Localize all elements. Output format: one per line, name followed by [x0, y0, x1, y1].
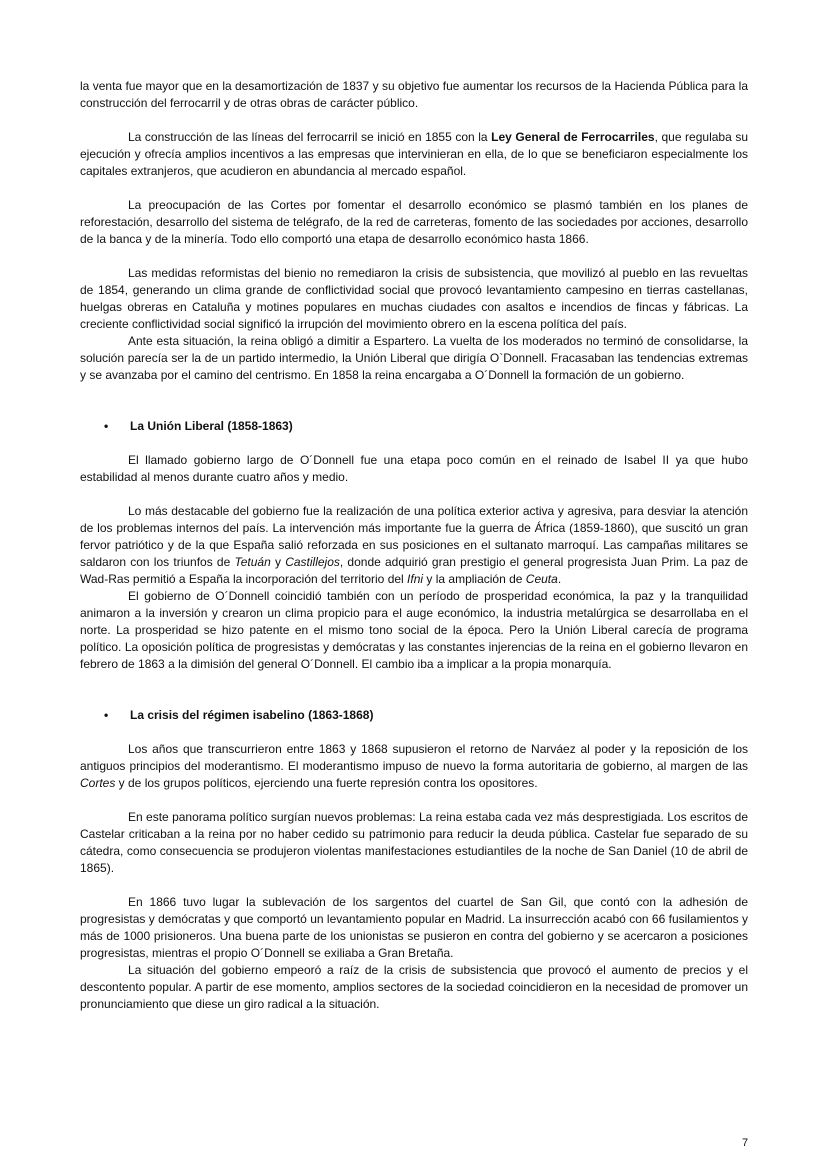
- italic-term: Ceuta: [525, 572, 558, 586]
- paragraph: la venta fue mayor que en la desamortización de 1837 y su objetivo fue aumentar los recursos de la Hacienda Pública para la construcción del ferrocarril y de otras obras de carácter público.: [80, 79, 748, 110]
- bullet-icon: •: [104, 708, 109, 722]
- paragraph: El gobierno de O´Donnell coincidió también con un período de prosperidad económica, la paz y la tranquilidad animaron a la inversión y crearon un clima propicio para el auge económico, la industria metalúrgica se desarrollaba en el norte. La prosperidad se hizo patente en el mismo tono social de la época. Pero la Unión Liberal carecía de programa político. La oposición política de progresistas y demócratas y las constantes injerencias de la reina en el gobierno llevaron en febrero de 1863 a la dimisión del general O´Donnell. El cambio iba a implicar a la propia monarquía.: [80, 589, 748, 671]
- italic-term: Castillejos: [285, 555, 340, 569]
- paragraph: En este panorama político surgían nuevos problemas: La reina estaba cada vez más desprestigiada. Los escritos de Castelar criticaban a la reina por no haber cedido su patrimonio para reducir la deuda pública. Castelar fue separado de su cátedra, como consecuencia se produjeron violentas manifestaciones estudiantiles de la noche de San Daniel (10 de abril de 1865).: [80, 810, 748, 875]
- italic-term: Cortes: [80, 776, 116, 790]
- paragraph: En 1866 tuvo lugar la sublevación de los sargentos del cuartel de San Gil, que contó con la adhesión de progresistas y demócratas y que comportó un levantamiento popular en Madrid. La insurrección acabó con 66 fusilamientos y más de 1000 prisioneros. Una buena parte de los unionistas se pusieron en contra del gobierno y se acercaron a posiciones progresistas, mientras el propio O´Donnell se exiliaba a Gran Bretaña.: [80, 895, 748, 960]
- text-run: Los años que transcurrieron entre 1863 y 1868 supusieron el retorno de Narváez al poder y la reposición de los antiguos principios del moderantismo. El moderantismo impuso de nuevo la forma autoritaria de gobierno, al margen de las: [80, 742, 748, 773]
- text-run: La construcción de las líneas del ferrocarril se inició en 1855 con la: [128, 130, 492, 144]
- section-heading: [80, 418, 748, 435]
- text-run: .: [557, 572, 562, 586]
- section-heading-text: La Unión Liberal (1858-1863): [130, 419, 293, 433]
- text-run: , que regulaba su ejecución y ofrecía amplios incentivos a las empresas que intervinieran en ella, de lo que se beneficiaron especialmente los capitales extranjeros, que acudieron en abundancia al mercado español.: [80, 130, 748, 178]
- document-page: [80, 78, 748, 1013]
- italic-term: Tetuán: [234, 555, 271, 569]
- paragraph: La situación del gobierno empeoró a raíz de la crisis de subsistencia que provocó el aumento de precios y el descontento popular. A partir de ese momento, amplios sectores de la sociedad coincidieron en la necesidad de promover un pronunciamiento que diese un giro radical a la situación.: [80, 963, 748, 1011]
- section-heading-text: La crisis del régimen isabelino (1863-1868): [130, 708, 374, 722]
- text-run: , donde adquirió gran prestigio el general progresista Juan Prim. La paz de Wad-Ras permitió a España la incorporación del territorio del: [80, 555, 749, 586]
- text-run: y de los grupos políticos, ejerciendo una fuerte represión contra los opositores.: [115, 776, 538, 790]
- page-number: 7: [742, 1137, 749, 1149]
- paragraph: [80, 129, 748, 180]
- text-run: y la ampliación de: [423, 572, 526, 586]
- italic-term: Ifni: [407, 572, 424, 586]
- paragraph: Ante esta situación, la reina obligó a dimitir a Espartero. La vuelta de los moderados no terminó de consolidarse, la solución parecía ser la de un partido intermedio, la Unión Liberal que dirigía O`Donnell. Fracasaban las tendencias extremas y se avanzaba por el camino del centrismo. En 1858 la reina encargaba a O´Donnell la formación de un gobierno.: [80, 334, 748, 382]
- text-run: Lo más destacable del gobierno fue la realización de una política exterior activa y agresiva, para desviar la atención de los problemas internos del país. La intervención más importante fue la guerra de África (1859-1860), que suscitó un gran fervor patriótico y de la que España salió reforzada en sus posiciones en el sultanato marroquí. Las campañas militares se saldaron con los triunfos de: [80, 504, 748, 569]
- paragraph: El llamado gobierno largo de O´Donnell fue una etapa poco común en el reinado de Isabel II ya que hubo estabilidad al menos durante cuatro años y medio.: [80, 453, 748, 484]
- paragraph: [80, 503, 748, 588]
- bullet-icon: •: [104, 419, 109, 433]
- paragraph: [80, 741, 748, 792]
- paragraph: La preocupación de las Cortes por fomentar el desarrollo económico se plasmó también en los planes de reforestación, desarrollo del sistema de telégrafo, de la red de carreteras, fomento de las sociedades por acciones, desarrollo de la banca y de la minería. Todo ello comportó una etapa de desarrollo económico hasta 1866.: [80, 198, 748, 246]
- paragraph: Las medidas reformistas del bienio no remediaron la crisis de subsistencia, que movilizó al pueblo en las revueltas de 1854, generando un clima grande de conflictividad social que provocó levantamiento campesino en tierras castellanas, huelgas obreras en Cataluña y motines populares en muchas ciudades con asaltos e incendios de fincas y fábricas. La creciente conflictividad social significó la irrupción del movimiento obrero en la escena política del país.: [80, 266, 748, 331]
- section-heading: [80, 707, 748, 724]
- law-name: Ley General de Ferrocarriles: [491, 130, 655, 144]
- text-run: y: [270, 555, 286, 569]
